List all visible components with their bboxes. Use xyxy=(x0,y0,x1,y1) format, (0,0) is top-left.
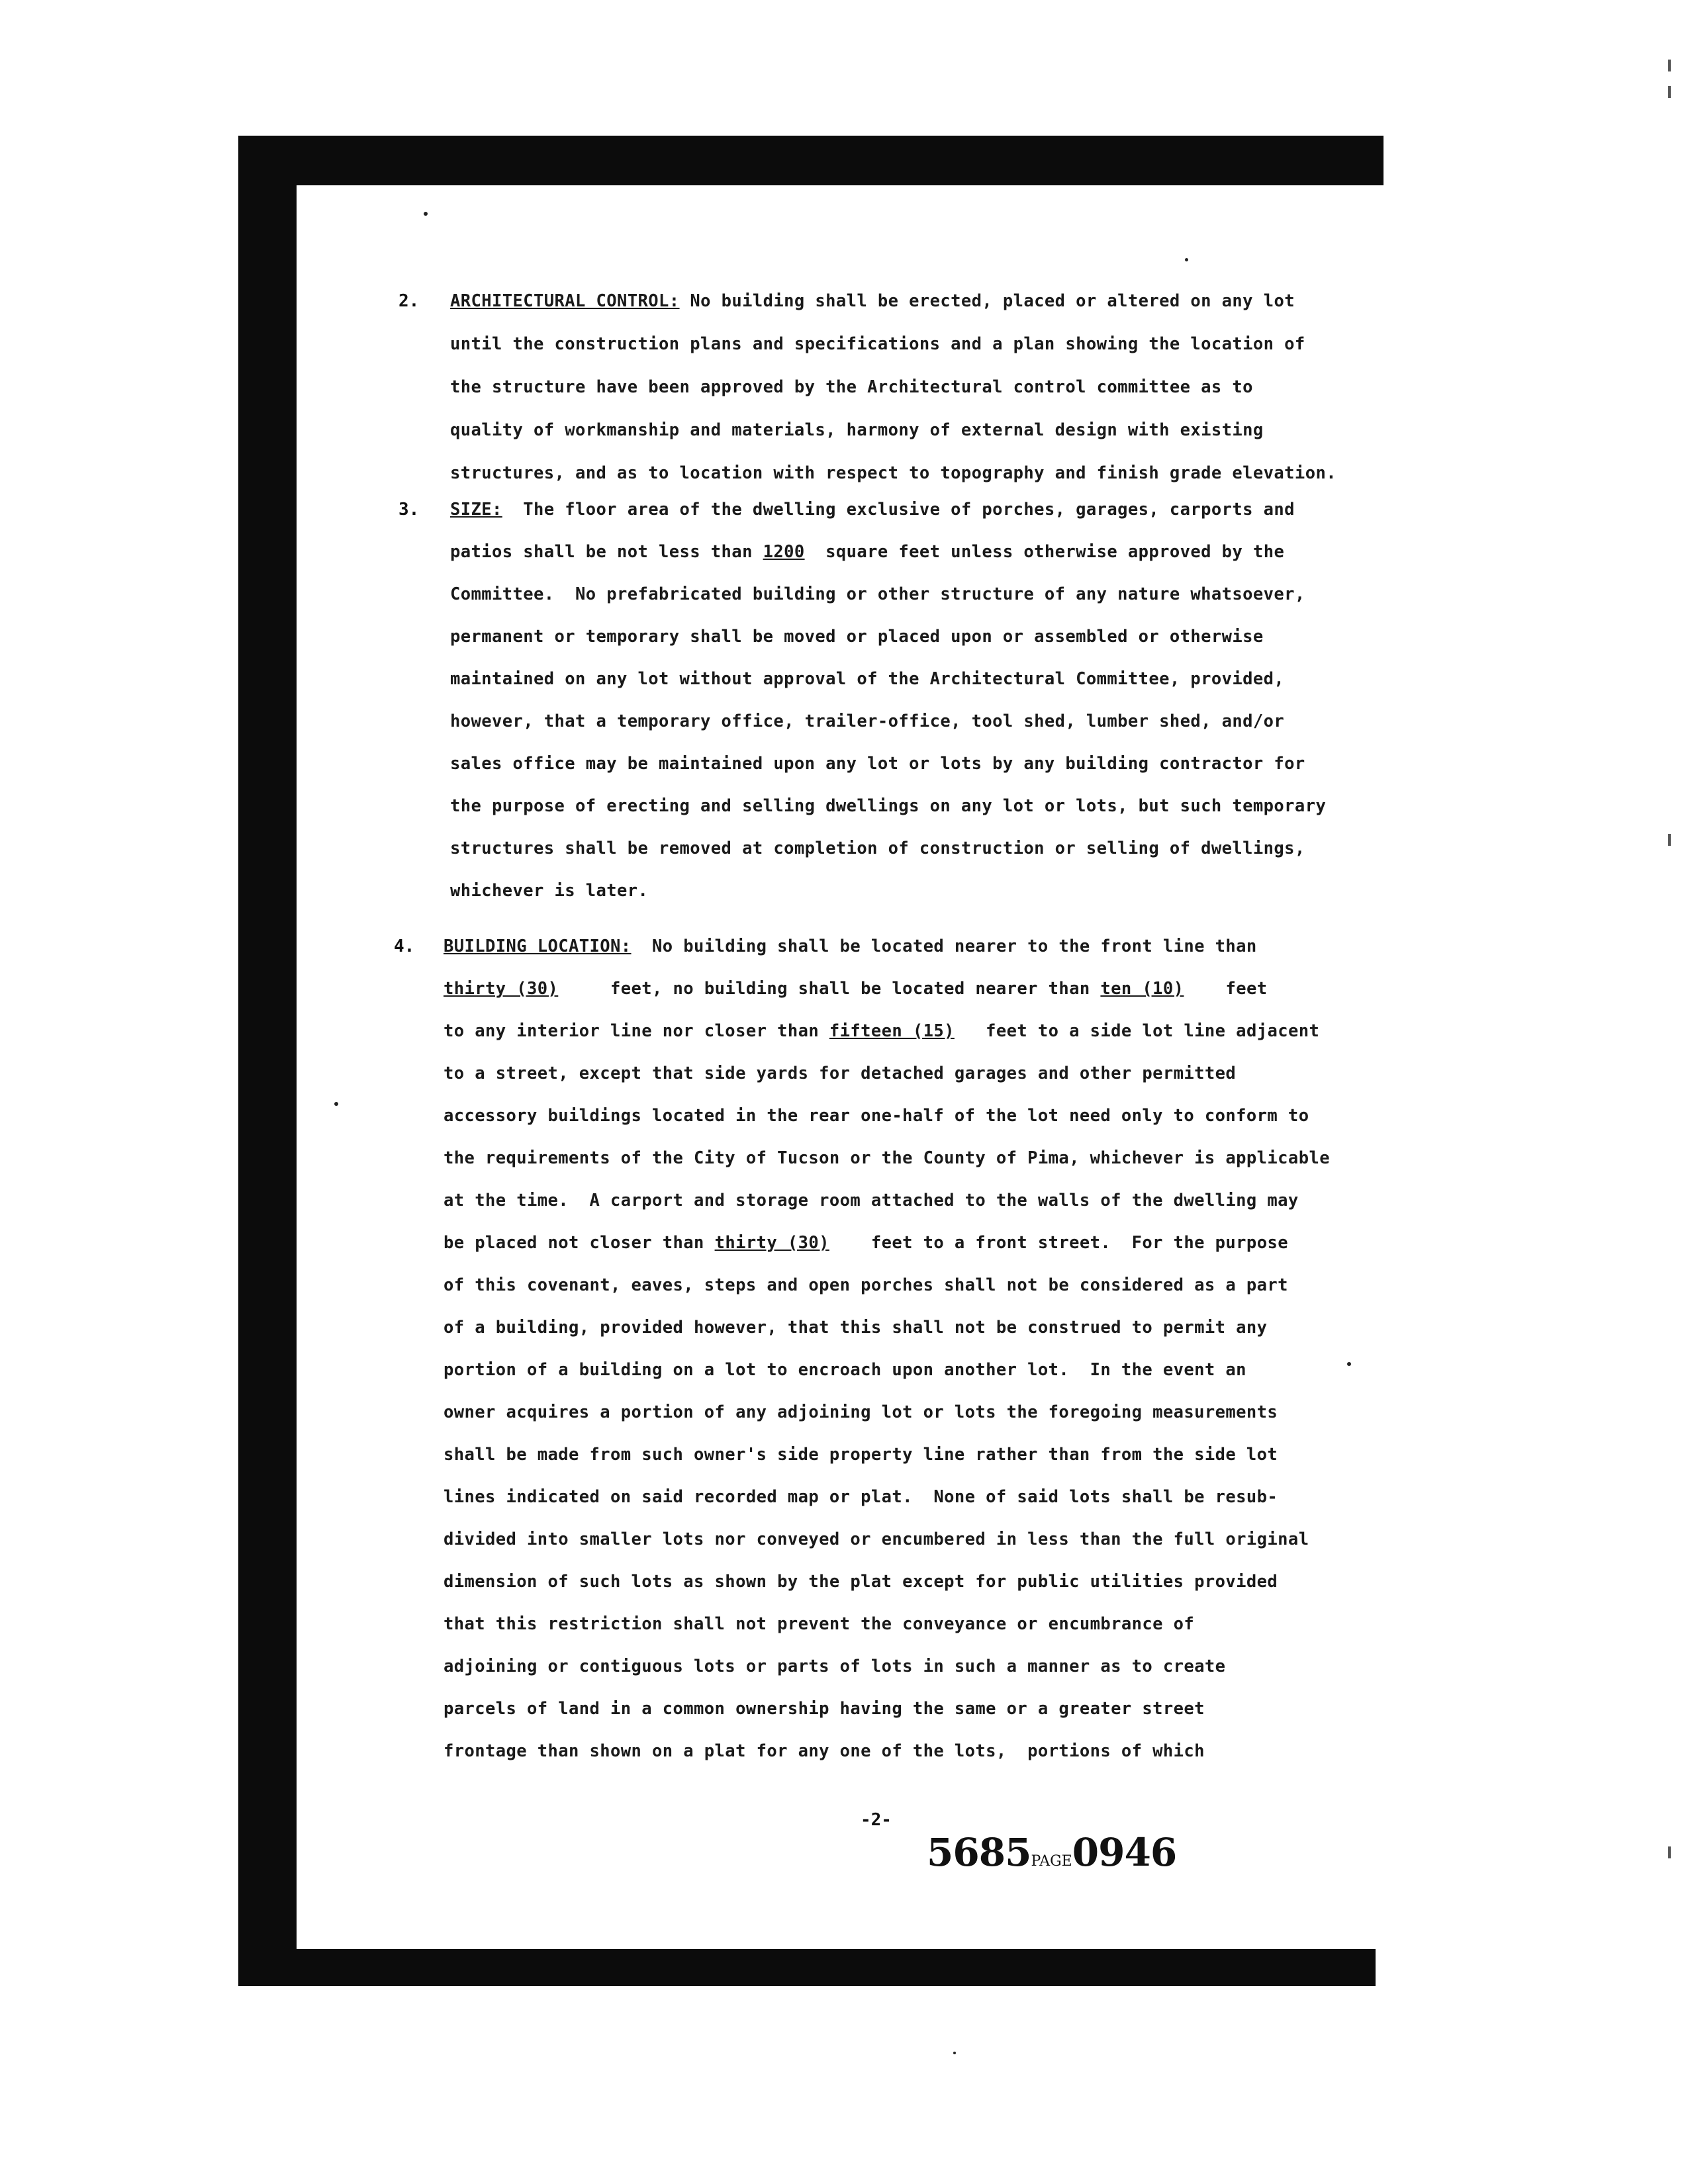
line-text: owner acquires a portion of any adjoining lot or lots the foregoing measurements xyxy=(444,1402,1278,1422)
docket-page-number: 0946 xyxy=(1072,1830,1177,1875)
body-line xyxy=(444,1529,1309,1549)
section-number: 3. xyxy=(399,500,420,520)
body-line xyxy=(450,420,1264,440)
body-line xyxy=(450,627,1264,647)
body-line xyxy=(444,1021,1319,1041)
body-line xyxy=(450,291,1295,311)
line-text: Committee. No prefabricated building or other structure of any nature whatsoever, xyxy=(450,584,1305,604)
line-text: feet to a side lot line adjacent xyxy=(954,1021,1320,1041)
line-text: parcels of land in a common ownership having the same or a greater street xyxy=(444,1699,1205,1719)
line-text: the structure have been approved by the Architectural control committee as to xyxy=(450,377,1253,397)
scan-border-top xyxy=(238,136,1383,185)
line-text: feet, no building shall be located nearer than xyxy=(558,979,1101,999)
line-text: No building shall be erected, placed or altered on any lot xyxy=(679,291,1295,311)
docket-book-number: 5685 xyxy=(927,1830,1031,1875)
line-text: of a building, provided however, that this shall not be construed to permit any xyxy=(444,1318,1268,1338)
line-text: portion of a building on a lot to encroach upon another lot. In the event an xyxy=(444,1360,1246,1380)
line-text: however, that a temporary office, trailer-office, tool shed, lumber shed, and/or xyxy=(450,711,1285,731)
body-line xyxy=(444,1064,1236,1083)
body-line xyxy=(444,1445,1278,1465)
line-text: structures shall be removed at completion of construction or selling of dwellings, xyxy=(450,839,1305,858)
line-text: accessory buildings located in the rear one-half of the lot need only to conform to xyxy=(444,1106,1309,1126)
section-heading: ARCHITECTURAL CONTROL: xyxy=(450,291,680,311)
body-line xyxy=(444,1275,1288,1295)
body-line xyxy=(450,500,1295,520)
body-line xyxy=(444,1318,1267,1338)
line-text: until the construction plans and specifications and a plan showing the location of xyxy=(450,334,1305,354)
line-text: feet xyxy=(1184,979,1268,999)
line-text: quality of workmanship and materials, harmony of external design with existing xyxy=(450,420,1264,440)
section-heading: SIZE: xyxy=(450,500,502,520)
filled-blank: thirty (30) xyxy=(714,1233,829,1253)
scan-edge-mark xyxy=(1668,86,1671,98)
line-text: structures, and as to location with respect to topography and finish grade elevation. xyxy=(450,463,1336,483)
body-line xyxy=(444,1741,1205,1761)
scan-speck xyxy=(1185,258,1188,261)
body-line xyxy=(450,796,1326,816)
body-line xyxy=(444,1614,1194,1634)
docket-number xyxy=(927,1830,1176,1875)
section-number: 2. xyxy=(399,291,420,311)
line-text: No building shall be located nearer to the front line than xyxy=(631,936,1257,956)
body-line xyxy=(444,1572,1278,1592)
section-heading: BUILDING LOCATION: xyxy=(444,936,632,956)
section-number: 4. xyxy=(394,936,415,956)
line-text: feet to a front street. For the purpose xyxy=(829,1233,1288,1253)
body-line xyxy=(450,711,1284,731)
line-text: the requirements of the City of Tucson or the County of Pima, whichever is applicable xyxy=(444,1148,1330,1168)
line-text: to a street, except that side yards for detached garages and other permitted xyxy=(444,1064,1237,1083)
scan-edge-mark xyxy=(1668,1846,1671,1858)
line-text: lines indicated on said recorded map or plat. None of said lots shall be resub- xyxy=(444,1487,1278,1507)
scan-edge-mark xyxy=(1668,60,1671,71)
line-text: be placed not closer than xyxy=(444,1233,715,1253)
docket-page-label: PAGE xyxy=(1031,1853,1072,1870)
body-line xyxy=(444,1699,1205,1719)
body-line xyxy=(450,377,1253,397)
filled-blank: fifteen (15) xyxy=(829,1021,955,1041)
line-text: the purpose of erecting and selling dwellings on any lot or lots, but such temporary xyxy=(450,796,1327,816)
body-line xyxy=(444,1360,1246,1380)
line-text: shall be made from such owner's side property line rather than from the side lot xyxy=(444,1445,1278,1465)
filled-blank: thirty (30) xyxy=(444,979,559,999)
scan-speck xyxy=(424,212,428,216)
line-text: square feet unless otherwise approved by the xyxy=(804,542,1285,562)
line-text: to any interior line nor closer than xyxy=(444,1021,829,1041)
body-line xyxy=(450,754,1305,774)
line-text: that this restriction shall not prevent the conveyance or encumbrance of xyxy=(444,1614,1195,1634)
body-line xyxy=(444,1402,1278,1422)
line-text: sales office may be maintained upon any lot or lots by any building contractor for xyxy=(450,754,1305,774)
filled-blank: ten (10) xyxy=(1100,979,1184,999)
line-text: permanent or temporary shall be moved or placed upon or assembled or otherwise xyxy=(450,627,1264,647)
scan-speck xyxy=(953,2052,956,2054)
body-line xyxy=(450,669,1284,689)
line-text: frontage than shown on a plat for any one of the lots, portions of which xyxy=(444,1741,1205,1761)
line-text: patios shall be not less than xyxy=(450,542,763,562)
scan-edge-mark xyxy=(1668,834,1671,846)
body-line xyxy=(444,1657,1225,1676)
line-text: dimension of such lots as shown by the plat except for public utilities provided xyxy=(444,1572,1278,1592)
body-line xyxy=(450,584,1305,604)
line-text: whichever is later. xyxy=(450,881,649,901)
body-line xyxy=(444,1148,1330,1168)
body-line xyxy=(444,936,1257,956)
scan-speck xyxy=(1347,1362,1351,1366)
body-line xyxy=(444,1233,1288,1253)
line-text: maintained on any lot without approval of the Architectural Committee, provided, xyxy=(450,669,1285,689)
body-line xyxy=(450,463,1336,483)
scan-speck xyxy=(334,1102,338,1106)
page-number: -2- xyxy=(861,1810,892,1830)
body-line xyxy=(450,881,648,901)
line-text: The floor area of the dwelling exclusive of porches, garages, carports and xyxy=(502,500,1295,520)
body-line xyxy=(450,839,1305,858)
body-line xyxy=(444,979,1267,999)
scan-border-left xyxy=(238,136,297,1976)
body-line xyxy=(450,542,1284,562)
line-text: divided into smaller lots nor conveyed or encumbered in less than the full original xyxy=(444,1529,1309,1549)
body-line xyxy=(444,1487,1278,1507)
body-line xyxy=(444,1191,1299,1210)
body-line xyxy=(444,1106,1309,1126)
line-text: of this covenant, eaves, steps and open porches shall not be considered as a part xyxy=(444,1275,1288,1295)
filled-blank: 1200 xyxy=(763,542,805,562)
line-text: adjoining or contiguous lots or parts of lots in such a manner as to create xyxy=(444,1657,1226,1676)
body-line xyxy=(450,334,1305,354)
line-text: at the time. A carport and storage room attached to the walls of the dwelling may xyxy=(444,1191,1299,1210)
scan-border-bottom xyxy=(238,1949,1376,1986)
